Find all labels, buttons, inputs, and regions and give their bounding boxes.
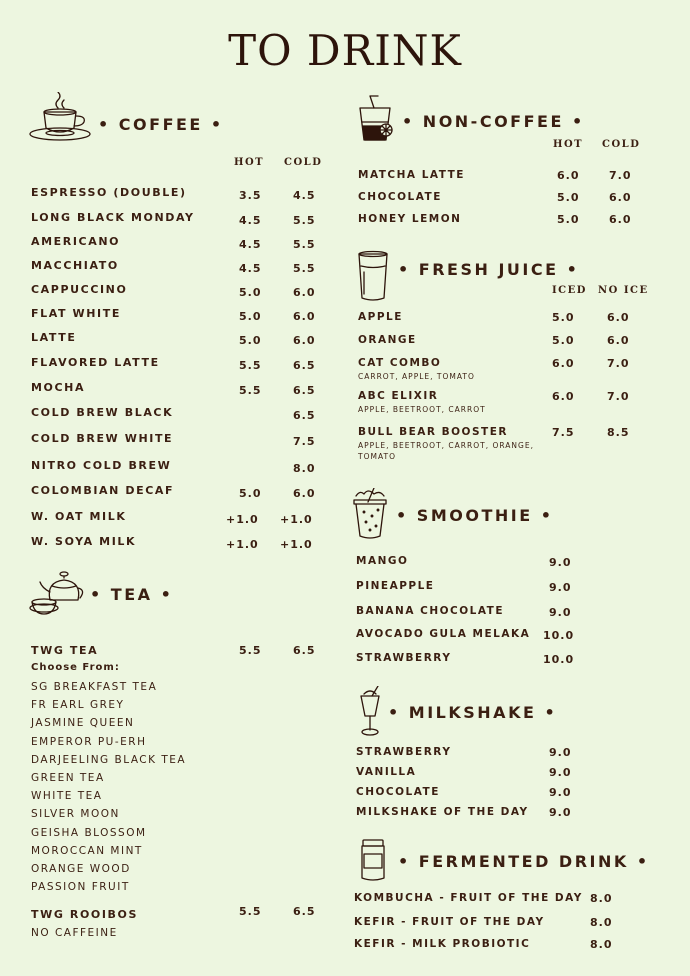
- coffee-item-name: ESPRESSO (DOUBLE): [31, 186, 187, 199]
- milkshake-item-name: MILKSHAKE OF THE DAY: [356, 806, 529, 818]
- coffee-item-cold-price: 6.5: [293, 409, 316, 422]
- coffee-item-name: LATTE: [31, 331, 77, 344]
- coffee-heading: • COFFEE •: [98, 115, 224, 134]
- non-coffee-item-hot-price: 5.0: [557, 191, 580, 204]
- coffee-item-hot-price: 3.5: [239, 189, 262, 202]
- coffee-item-cold-price: 6.5: [293, 384, 316, 397]
- coffee-item-name: COLOMBIAN DECAF: [31, 484, 175, 497]
- non-coffee-item-cold-price: 7.0: [609, 169, 632, 182]
- coffee-item-name: AMERICANO: [31, 235, 121, 248]
- fermented-item-name: KOMBUCHA - FRUIT OF THE DAY: [354, 892, 583, 904]
- milkshake-item-name: VANILLA: [356, 766, 417, 778]
- coffee-item-cold-price: 7.5: [293, 435, 316, 448]
- coffee-item-name: CAPPUCCINO: [31, 283, 128, 296]
- coffee-item-cold-price: 6.0: [293, 334, 316, 347]
- smoothie-item-name: PINEAPPLE: [356, 580, 435, 592]
- coffee-item-name: MACCHIATO: [31, 259, 119, 272]
- twg-tea-hot-price: 5.5: [239, 644, 262, 657]
- page-title: TO DRINK: [228, 26, 462, 75]
- fermented-item-price: 8.0: [590, 916, 613, 929]
- tea-option: EMPEROR PU-ERH: [31, 735, 147, 748]
- non-coffee-item-name: MATCHA LATTE: [358, 169, 465, 181]
- coffee-item-cold-price: 5.5: [293, 262, 316, 275]
- tea-option: WHITE TEA: [31, 790, 103, 803]
- juice-item-iced-price: 6.0: [552, 357, 575, 370]
- juice-item-noice-price: 6.0: [607, 334, 630, 347]
- coffee-item-name: NITRO COLD BREW: [31, 459, 172, 472]
- coffee-item-hot-price: +1.0: [226, 513, 259, 526]
- coffee-item-cold-price: +1.0: [280, 513, 313, 526]
- tea-option: DARJEELING BLACK TEA: [31, 753, 187, 766]
- milkshake-item-price: 9.0: [549, 766, 572, 779]
- teapot-icon: [28, 562, 86, 620]
- tea-option: FR EARL GREY: [31, 699, 125, 712]
- coffee-item-hot-price: 5.5: [239, 384, 262, 397]
- juice-item-iced-price: 6.0: [552, 390, 575, 403]
- juice-item-iced-price: 5.0: [552, 311, 575, 324]
- coffee-item-hot-price: 4.5: [239, 238, 262, 251]
- fresh-juice-heading: • FRESH JUICE •: [398, 260, 580, 279]
- fermented-item-name: KEFIR - FRUIT OF THE DAY: [354, 916, 545, 928]
- rooibos-name: TWG ROOIBOS: [31, 908, 139, 921]
- non-coffee-item-name: CHOCOLATE: [358, 191, 442, 203]
- rooibos-cold-price: 6.5: [293, 905, 316, 918]
- milkshake-item-price: 9.0: [549, 806, 572, 819]
- tea-choose-label: Choose From:: [31, 662, 120, 673]
- juice-item-name: ORANGE: [358, 334, 417, 346]
- rooibos-note: NO CAFFEINE: [31, 927, 118, 939]
- coffee-item-cold-price: 5.5: [293, 238, 316, 251]
- smoothie-item-price: 9.0: [549, 606, 572, 619]
- juice-item-name: APPLE: [358, 311, 403, 323]
- coffee-cold-header: COLD: [284, 157, 323, 168]
- coffee-cup-icon: [28, 92, 92, 144]
- non-coffee-item-hot-price: 5.0: [557, 213, 580, 226]
- tea-option: GEISHA BLOSSOM: [31, 826, 147, 839]
- tea-option: SG BREAKFAST TEA: [31, 681, 158, 693]
- rooibos-hot-price: 5.5: [239, 905, 262, 918]
- tea-option: SILVER MOON: [31, 808, 120, 821]
- juice-noice-header: NO ICE: [598, 285, 649, 296]
- juice-item-iced-price: 7.5: [552, 426, 575, 439]
- juice-item-name: ABC ELIXIR: [358, 390, 439, 402]
- coffee-item-name: W. SOYA MILK: [31, 535, 137, 548]
- smoothie-item-price: 10.0: [543, 653, 575, 666]
- milkshake-heading: • MILKSHAKE •: [388, 703, 558, 722]
- milkshake-glass-icon: [358, 686, 382, 738]
- coffee-item-cold-price: 6.0: [293, 487, 316, 500]
- smoothie-heading: • SMOOTHIE •: [396, 506, 554, 525]
- fermented-item-price: 8.0: [590, 892, 613, 905]
- coffee-item-name: FLAT WHITE: [31, 307, 121, 320]
- juice-item-ingredients: APPLE, BEETROOT, CARROT: [358, 405, 486, 414]
- coffee-item-hot-price: 5.5: [239, 359, 262, 372]
- tea-heading: • TEA •: [90, 585, 174, 604]
- coffee-hot-header: HOT: [234, 157, 265, 168]
- smoothie-item-price: 9.0: [549, 581, 572, 594]
- coffee-item-hot-price: 5.0: [239, 487, 262, 500]
- fermentation-jar-icon: [358, 838, 388, 882]
- juice-item-noice-price: 7.0: [607, 390, 630, 403]
- smoothie-item-price: 9.0: [549, 556, 572, 569]
- coffee-item-hot-price: 5.0: [239, 286, 262, 299]
- juice-iced-header: ICED: [552, 285, 587, 296]
- smoothie-cup-icon: [352, 488, 390, 540]
- non-coffee-heading: • NON-COFFEE •: [402, 112, 585, 131]
- tea-option: MOROCCAN MINT: [31, 844, 143, 857]
- tea-option: GREEN TEA: [31, 772, 105, 784]
- juice-item-noice-price: 7.0: [607, 357, 630, 370]
- smoothie-item-name: AVOCADO GULA MELAKA: [356, 628, 531, 640]
- coffee-item-name: LONG BLACK MONDAY: [31, 211, 195, 224]
- non-coffee-item-name: HONEY LEMON: [358, 213, 462, 225]
- twg-tea-cold-price: 6.5: [293, 644, 316, 657]
- smoothie-item-name: MANGO: [356, 555, 409, 567]
- non-coffee-item-cold-price: 6.0: [609, 191, 632, 204]
- twg-tea-name: TWG TEA: [31, 644, 99, 657]
- coffee-item-name: COLD BREW WHITE: [31, 432, 174, 445]
- coffee-item-hot-price: 4.5: [239, 214, 262, 227]
- coffee-item-name: W. OAT MILK: [31, 510, 127, 523]
- milkshake-item-price: 9.0: [549, 746, 572, 759]
- milkshake-item-name: STRAWBERRY: [356, 746, 452, 758]
- coffee-item-cold-price: +1.0: [280, 538, 313, 551]
- juice-item-name: CAT COMBO: [358, 357, 442, 369]
- non-coffee-cold-header: COLD: [602, 139, 641, 150]
- milkshake-item-price: 9.0: [549, 786, 572, 799]
- smoothie-item-name: BANANA CHOCOLATE: [356, 605, 505, 617]
- coffee-item-cold-price: 6.0: [293, 286, 316, 299]
- coffee-item-cold-price: 6.5: [293, 359, 316, 372]
- juice-item-ingredients: CARROT, APPLE, TOMATO: [358, 372, 475, 381]
- coffee-item-hot-price: +1.0: [226, 538, 259, 551]
- juice-item-ingredients: APPLE, BEETROOT, CARROT, ORANGE,: [358, 441, 534, 450]
- tea-option: ORANGE WOOD: [31, 863, 131, 875]
- smoothie-item-price: 10.0: [543, 629, 575, 642]
- coffee-item-cold-price: 6.0: [293, 310, 316, 323]
- non-coffee-item-cold-price: 6.0: [609, 213, 632, 226]
- coffee-item-hot-price: 4.5: [239, 262, 262, 275]
- coffee-item-cold-price: 8.0: [293, 462, 316, 475]
- juice-item-noice-price: 8.5: [607, 426, 630, 439]
- coffee-item-cold-price: 5.5: [293, 214, 316, 227]
- tea-option: PASSION FRUIT: [31, 881, 130, 894]
- non-coffee-item-hot-price: 6.0: [557, 169, 580, 182]
- milkshake-item-name: CHOCOLATE: [356, 786, 440, 798]
- coffee-item-name: MOCHA: [31, 381, 86, 394]
- juice-item-ingredients-cont: TOMATO: [358, 452, 396, 461]
- fermented-item-price: 8.0: [590, 938, 613, 951]
- coffee-item-hot-price: 5.0: [239, 334, 262, 347]
- juice-item-iced-price: 5.0: [552, 334, 575, 347]
- juice-item-noice-price: 6.0: [607, 311, 630, 324]
- soda-glass-icon: [356, 94, 396, 144]
- coffee-item-name: COLD BREW BLACK: [31, 406, 174, 419]
- non-coffee-hot-header: HOT: [553, 139, 584, 150]
- coffee-item-cold-price: 4.5: [293, 189, 316, 202]
- coffee-item-hot-price: 5.0: [239, 310, 262, 323]
- coffee-item-name: FLAVORED LATTE: [31, 356, 160, 369]
- fermented-heading: • FERMENTED DRINK •: [398, 852, 650, 871]
- fermented-item-name: KEFIR - MILK PROBIOTIC: [354, 938, 531, 950]
- juice-item-name: BULL BEAR BOOSTER: [358, 426, 508, 438]
- tea-option: JASMINE QUEEN: [31, 717, 135, 730]
- smoothie-item-name: STRAWBERRY: [356, 652, 452, 664]
- juice-glass-icon: [356, 250, 390, 302]
